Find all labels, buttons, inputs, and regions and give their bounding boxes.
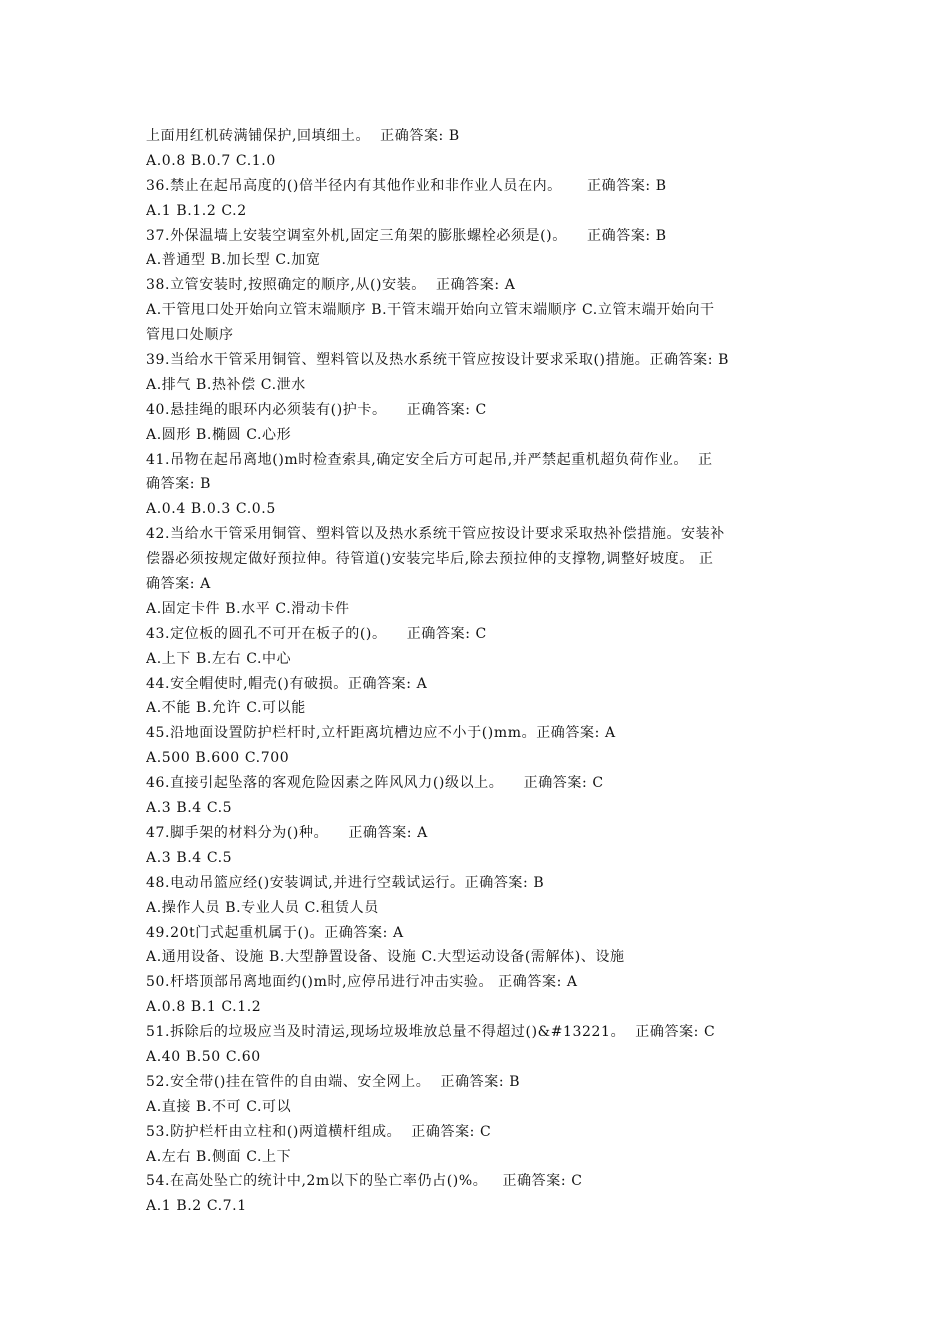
text-line: 48.电动吊篮应经()安装调试,并进行空载试运行。正确答案: B <box>146 874 545 891</box>
text-line: A.40 B.50 C.60 <box>146 1048 261 1065</box>
text-line: A.左右 B.侧面 C.上下 <box>146 1148 292 1165</box>
text-line: 54.在高处坠亡的统计中,2m以下的坠亡率仍占()%。 正确答案: C <box>146 1173 583 1190</box>
text-line: A.干管甩口处开始向立管末端顺序 B.干管末端开始向立管末端顺序 C.立管末端开始向干 <box>146 302 715 319</box>
text-line: A.上下 B.左右 C.中心 <box>146 650 292 667</box>
text-line: A.0.4 B.0.3 C.0.5 <box>146 501 276 518</box>
text-line: 39.当给水干管采用铜管、塑料管以及热水系统干管应按设计要求采取()措施。正确答案: B <box>146 352 730 369</box>
text-line: A.1 B.1.2 C.2 <box>146 202 247 219</box>
text-line: 44.安全帽使时,帽壳()有破损。正确答案: A <box>146 675 428 692</box>
text-line: 40.悬挂绳的眼环内必须装有()护卡。 正确答案: C <box>146 401 487 418</box>
text-line: 41.吊物在起吊离地()m时检查索具,确定安全后方可起吊,并严禁起重机超负荷作业。 正 <box>146 451 713 468</box>
text-line: 确答案: B <box>146 476 212 493</box>
text-line: 51.拆除后的垃圾应当及时清运,现场垃圾堆放总量不得超过()&#13221。 正确答案: C <box>146 1024 716 1041</box>
text-line: A.固定卡件 B.水平 C.滑动卡件 <box>146 600 350 617</box>
text-line: A.通用设备、设施 B.大型静置设备、设施 C.大型运动设备(需解体)、设施 <box>146 949 625 966</box>
text-line: 42.当给水干管采用铜管、塑料管以及热水系统干管应按设计要求采取热补偿措施。安装补 <box>146 526 725 543</box>
text-line: 47.脚手架的材料分为()种。 正确答案: A <box>146 824 428 841</box>
text-line: 37.外保温墙上安装空调室外机,固定三角架的膨胀螺栓必须是()。 正确答案: B <box>146 227 667 244</box>
text-line: 50.杆塔顶部吊离地面约()m时,应停吊进行冲击实验。 正确答案: A <box>146 974 578 991</box>
text-line: A.直接 B.不可 C.可以 <box>146 1098 292 1115</box>
text-line: A.0.8 B.0.7 C.1.0 <box>146 152 276 169</box>
text-line: A.不能 B.允许 C.可以能 <box>146 700 306 717</box>
document-body <box>146 124 816 1219</box>
text-line: 53.防护栏杆由立柱和()两道横杆组成。 正确答案: C <box>146 1123 492 1140</box>
text-line: A.500 B.600 C.700 <box>146 750 290 767</box>
text-line: A.普通型 B.加长型 C.加宽 <box>146 252 321 269</box>
text-line: A.圆形 B.椭圆 C.心形 <box>146 426 292 443</box>
text-line: A.1 B.2 C.7.1 <box>146 1198 247 1215</box>
text-line: 偿器必须按规定做好预拉伸。待管道()安装完毕后,除去预拉伸的支撑物,调整好坡度。 正 <box>146 551 714 568</box>
text-line: 49.20t门式起重机属于()。正确答案: A <box>146 924 404 941</box>
text-line: 46.直接引起坠落的客观危险因素之阵风风力()级以上。 正确答案: C <box>146 775 604 792</box>
text-line: 确答案: A <box>146 576 211 593</box>
text-line: 43.定位板的圆孔不可开在板子的()。 正确答案: C <box>146 625 487 642</box>
text-line: 38.立管安装时,按照确定的顺序,从()安装。 正确答案: A <box>146 277 516 294</box>
text-line: A.操作人员 B.专业人员 C.租赁人员 <box>146 899 379 916</box>
text-line: 45.沿地面设置防护栏杆时,立杆距离坑槽边应不小于()mm。正确答案: A <box>146 725 616 742</box>
text-line: A.排气 B.热补偿 C.泄水 <box>146 376 306 393</box>
text-line: A.3 B.4 C.5 <box>146 800 233 817</box>
text-line: 36.禁止在起吊高度的()倍半径内有其他作业和非作业人员在内。 正确答案: B <box>146 177 667 194</box>
text-line: 管甩口处顺序 <box>146 327 234 344</box>
text-line: 上面用红机砖满铺保护,回填细土。 正确答案: B <box>146 128 460 144</box>
text-line: A.0.8 B.1 C.1.2 <box>146 999 262 1016</box>
text-line: A.3 B.4 C.5 <box>146 849 233 866</box>
text-line: 52.安全带()挂在管件的自由端、安全网上。 正确答案: B <box>146 1073 521 1090</box>
